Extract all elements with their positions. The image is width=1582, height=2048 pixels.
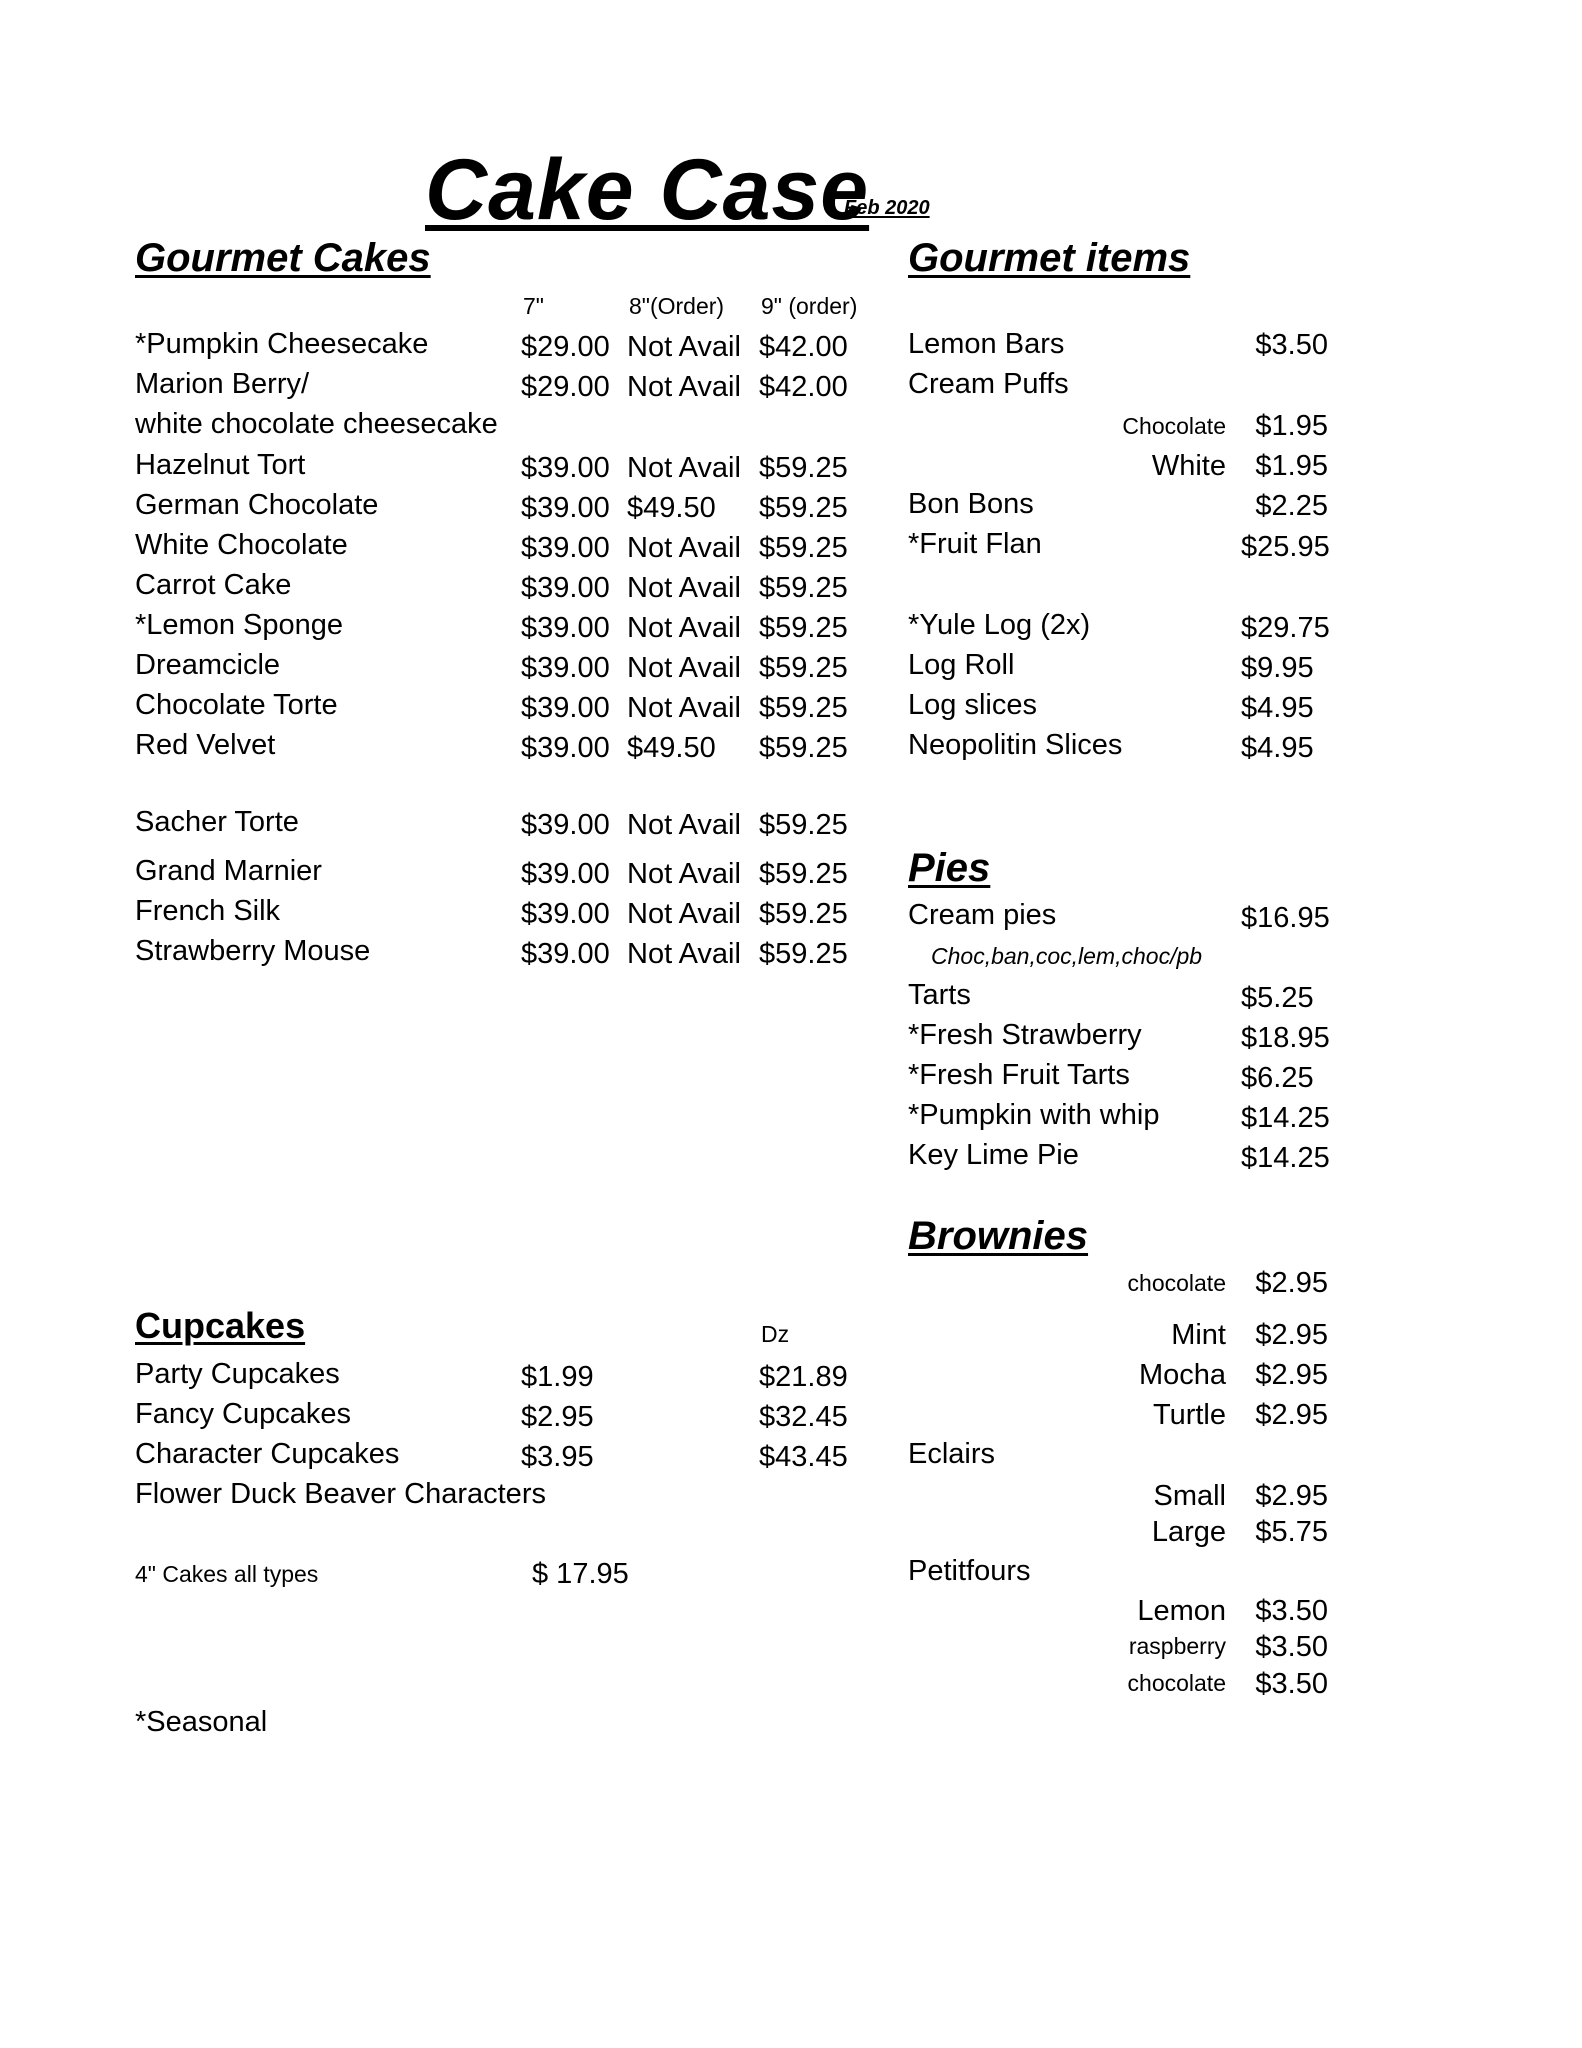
cake-price-9: $59.25 bbox=[759, 898, 848, 930]
cake-price-9: $42.00 bbox=[759, 371, 848, 403]
cake-name: Sacher Torte bbox=[135, 806, 299, 838]
cupcake-price: $1.99 bbox=[521, 1361, 594, 1393]
petitfour-price: $3.50 bbox=[1255, 1631, 1328, 1663]
cake-price-8: $49.50 bbox=[627, 492, 716, 524]
cake-price-9: $59.25 bbox=[759, 938, 848, 970]
item-name: *Yule Log (2x) bbox=[908, 609, 1091, 641]
petitfour-name: Lemon bbox=[1137, 1595, 1226, 1627]
pie-price: $5.25 bbox=[1241, 982, 1314, 1014]
cupcake-dozen-price: $43.45 bbox=[759, 1441, 848, 1473]
cake-price-7: $39.00 bbox=[521, 809, 610, 841]
gourmet-cakes-heading: Gourmet Cakes bbox=[135, 236, 431, 280]
cake-name: Dreamcicle bbox=[135, 649, 281, 681]
cake-name: Carrot Cake bbox=[135, 569, 292, 601]
cupcake-price: $2.95 bbox=[521, 1401, 594, 1433]
petitfour-price: $3.50 bbox=[1255, 1668, 1328, 1700]
petitfour-price: $3.50 bbox=[1255, 1595, 1328, 1627]
cake-price-7: $29.00 bbox=[521, 331, 610, 363]
pie-name: *Pumpkin with whip bbox=[908, 1099, 1160, 1131]
cupcake-dozen-price: $21.89 bbox=[759, 1361, 848, 1393]
cake-price-9: $59.25 bbox=[759, 612, 848, 644]
col-7-inch: 7" bbox=[523, 293, 544, 319]
item-price: $4.95 bbox=[1241, 732, 1314, 764]
cake-price-9: $59.25 bbox=[759, 452, 848, 484]
item-name: Lemon Bars bbox=[908, 328, 1065, 360]
pie-price: $18.95 bbox=[1241, 1022, 1330, 1054]
four-inch-label: 4" Cakes all types bbox=[135, 1561, 319, 1587]
pie-price: $14.25 bbox=[1241, 1142, 1330, 1174]
brownie-price: $2.95 bbox=[1255, 1399, 1328, 1431]
eclair-price: $5.75 bbox=[1255, 1516, 1328, 1548]
cake-name: *Lemon Sponge bbox=[135, 609, 343, 641]
cake-price-9: $59.25 bbox=[759, 492, 848, 524]
item-name: Cream Puffs bbox=[908, 368, 1069, 400]
cupcake-price: $3.95 bbox=[521, 1441, 594, 1473]
petitfour-name: raspberry bbox=[1128, 1633, 1226, 1659]
brownie-price: $2.95 bbox=[1255, 1359, 1328, 1391]
petitfour-name: chocolate bbox=[1127, 1670, 1226, 1696]
col-8-inch: 8"(Order) bbox=[629, 293, 725, 319]
cupcake-dozen-price: $32.45 bbox=[759, 1401, 848, 1433]
item-name: Neopolitin Slices bbox=[908, 729, 1123, 761]
four-inch-price: $ 17.95 bbox=[532, 1558, 629, 1590]
pies-heading: Pies bbox=[908, 846, 991, 890]
item-name: *Fruit Flan bbox=[908, 528, 1042, 560]
item-price: $2.25 bbox=[1255, 490, 1328, 522]
cake-name: white chocolate cheesecake bbox=[135, 408, 498, 440]
item-variant: White bbox=[1151, 450, 1226, 482]
cream-pie-flavors: Choc,ban,coc,lem,choc/pb bbox=[931, 943, 1203, 969]
cupcake-characters-note: Flower Duck Beaver Characters bbox=[135, 1478, 546, 1510]
petitfours-heading: Petitfours bbox=[908, 1555, 1031, 1587]
cake-price-9: $59.25 bbox=[759, 692, 848, 724]
cake-price-8: Not Avail bbox=[627, 652, 741, 684]
eclair-name: Small bbox=[1153, 1480, 1226, 1512]
cake-price-8: Not Avail bbox=[627, 612, 741, 644]
cake-price-8: Not Avail bbox=[627, 532, 741, 564]
cake-price-7: $39.00 bbox=[521, 858, 610, 890]
cake-price-7: $39.00 bbox=[521, 938, 610, 970]
item-price: $3.50 bbox=[1255, 329, 1328, 361]
cake-price-9: $59.25 bbox=[759, 732, 848, 764]
date-label: Feb 2020 bbox=[844, 197, 930, 219]
pie-price: $16.95 bbox=[1241, 902, 1330, 934]
brownie-price: $2.95 bbox=[1255, 1267, 1328, 1299]
eclair-name: Large bbox=[1151, 1516, 1226, 1548]
cake-price-7: $39.00 bbox=[521, 532, 610, 564]
cake-price-7: $39.00 bbox=[521, 692, 610, 724]
seasonal-note: *Seasonal bbox=[135, 1706, 268, 1738]
brownie-name: Mocha bbox=[1138, 1359, 1226, 1391]
pie-name: *Fresh Fruit Tarts bbox=[908, 1059, 1130, 1091]
cake-price-7: $39.00 bbox=[521, 732, 610, 764]
cupcake-name: Character Cupcakes bbox=[135, 1438, 400, 1470]
cake-price-7: $39.00 bbox=[521, 652, 610, 684]
item-price: $9.95 bbox=[1241, 652, 1314, 684]
cake-name: Marion Berry/ bbox=[135, 368, 310, 400]
col-9-inch: 9" (order) bbox=[761, 293, 858, 319]
cake-name: Grand Marnier bbox=[135, 855, 322, 887]
cake-price-9: $59.25 bbox=[759, 532, 848, 564]
cake-price-8: Not Avail bbox=[627, 371, 741, 403]
brownie-price: $2.95 bbox=[1255, 1319, 1328, 1351]
cake-price-8: Not Avail bbox=[627, 452, 741, 484]
item-name: Log Roll bbox=[908, 649, 1015, 681]
cake-name: *Pumpkin Cheesecake bbox=[135, 328, 429, 360]
cake-name: French Silk bbox=[135, 895, 281, 927]
item-price: $1.95 bbox=[1255, 410, 1328, 442]
cake-price-7: $39.00 bbox=[521, 452, 610, 484]
eclairs-heading: Eclairs bbox=[908, 1438, 996, 1470]
cupcake-name: Fancy Cupcakes bbox=[135, 1398, 351, 1430]
cake-price-7: $39.00 bbox=[521, 898, 610, 930]
cupcake-name: Party Cupcakes bbox=[135, 1358, 340, 1390]
dz-label: Dz bbox=[761, 1321, 790, 1347]
brownie-name: chocolate bbox=[1127, 1270, 1226, 1296]
item-price: $1.95 bbox=[1255, 450, 1328, 482]
brownie-name: Mint bbox=[1171, 1319, 1226, 1351]
pie-name: *Fresh Strawberry bbox=[908, 1019, 1142, 1051]
cake-price-7: $39.00 bbox=[521, 492, 610, 524]
cake-price-7: $39.00 bbox=[521, 612, 610, 644]
cupcakes-heading: Cupcakes bbox=[135, 1305, 306, 1346]
cake-price-9: $42.00 bbox=[759, 331, 848, 363]
cake-price-8: Not Avail bbox=[627, 938, 741, 970]
cake-name: Red Velvet bbox=[135, 729, 276, 761]
cake-price-7: $29.00 bbox=[521, 371, 610, 403]
cake-price-9: $59.25 bbox=[759, 858, 848, 890]
cake-name: German Chocolate bbox=[135, 489, 379, 521]
brownie-name: Turtle bbox=[1152, 1399, 1226, 1431]
cake-price-8: Not Avail bbox=[627, 331, 741, 363]
cake-price-8: Not Avail bbox=[627, 572, 741, 604]
pie-price: $14.25 bbox=[1241, 1102, 1330, 1134]
cake-name: Strawberry Mouse bbox=[135, 935, 371, 967]
cake-price-9: $59.25 bbox=[759, 572, 848, 604]
cake-price-9: $59.25 bbox=[759, 809, 848, 841]
item-price: $4.95 bbox=[1241, 692, 1314, 724]
brownies-heading: Brownies bbox=[908, 1214, 1089, 1258]
gourmet-items-heading: Gourmet items bbox=[908, 236, 1191, 280]
cake-price-9: $59.25 bbox=[759, 652, 848, 684]
item-name: Bon Bons bbox=[908, 488, 1034, 520]
item-name: Log slices bbox=[908, 689, 1037, 721]
pie-price: $6.25 bbox=[1241, 1062, 1314, 1094]
cake-price-7: $39.00 bbox=[521, 572, 610, 604]
cake-price-8: Not Avail bbox=[627, 858, 741, 890]
cake-name: Chocolate Torte bbox=[135, 689, 338, 721]
pie-name: Cream pies bbox=[908, 899, 1057, 931]
item-variant: Chocolate bbox=[1122, 413, 1226, 439]
item-price: $29.75 bbox=[1241, 612, 1330, 644]
pie-name: Tarts bbox=[908, 979, 971, 1011]
pie-name: Key Lime Pie bbox=[908, 1139, 1079, 1171]
cake-price-8: Not Avail bbox=[627, 809, 741, 841]
item-price: $25.95 bbox=[1241, 531, 1330, 563]
cake-price-8: Not Avail bbox=[627, 898, 741, 930]
cake-name: Hazelnut Tort bbox=[135, 449, 306, 481]
page-title: Cake Case bbox=[425, 142, 870, 238]
cake-price-8: Not Avail bbox=[627, 692, 741, 724]
cake-name: White Chocolate bbox=[135, 529, 348, 561]
eclair-price: $2.95 bbox=[1255, 1480, 1328, 1512]
cake-price-8: $49.50 bbox=[627, 732, 716, 764]
